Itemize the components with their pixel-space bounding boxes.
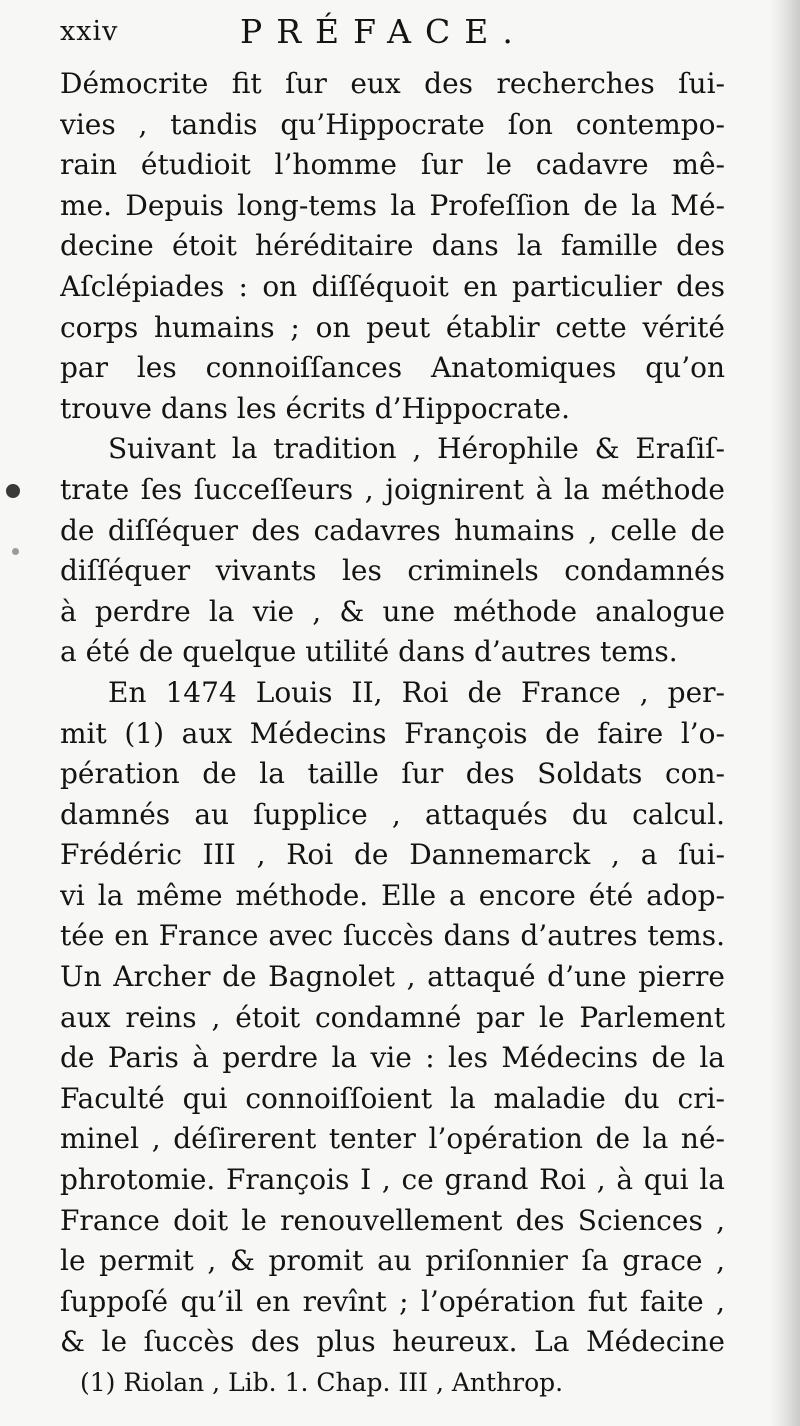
text-line: & le ſuccès des plus heureux. La Médecine [60,1325,725,1359]
text-line: phrotomie. François I , ce grand Roi , à qui la [60,1163,725,1197]
text-line: à perdre la vie , & une méthode analogue [60,594,725,628]
text-line: decine étoit héréditaire dans la famille des [60,229,725,263]
ink-speck [12,548,19,555]
paragraph-start-line: En 1474 Louis II, Roi de France , per- [108,675,725,709]
running-title: PRÉFACE. [240,12,527,51]
text-line: trate ſes ſucceſſeurs , joignirent à la méthode [60,472,725,506]
paragraph-start-line: Suivant la tradition , Hérophile & Eraſiſ- [108,432,725,466]
ink-speck [6,484,20,498]
text-line: mit (1) aux Médecins François de faire l’o- [60,716,725,750]
text-line: France doit le renouvellement des Sciences , [60,1203,725,1237]
text-line: Un Archer de Bagnolet , attaqué d’une pierre [60,960,725,994]
text-line: le permit , & promit au priſonnier ſa grace , [60,1244,725,1278]
page-number: xxiv [60,16,119,47]
text-line: trouve dans les écrits d’Hippocrate. [60,391,571,425]
page-gutter-shadow [770,0,800,1426]
text-line: de diſſéquer des cadavres humains , celle de [60,513,725,547]
text-line: Frédéric III , Roi de Dannemarck , a ſui- [60,838,725,872]
text-line: aux reins , étoit condamné par le Parlement [60,1000,725,1034]
text-line: ſuppoſé qu’il en revînt ; l’opération fut faite , [60,1284,725,1318]
text-line: damnés au ſupplice , attaqués du calcul. [60,797,725,831]
page-header [60,12,725,56]
text-line: Aſclépiades : on diſſéquoit en particulier des [60,269,725,303]
text-line: Démocrite fit ſur eux des recherches ſui- [60,67,725,100]
text-line: a été de quelque utilité dans d’autres tems. [60,635,678,669]
text-line: par les connoiſſances Anatomiques qu’on [60,351,725,385]
text-line: Faculté qui connoiſſoient la maladie du cri- [60,1081,725,1115]
text-line: me. Depuis long-tems la Profeſſion de la Mé- [60,188,725,222]
text-line: rain étudioit l’homme ſur le cadavre mê- [60,148,725,182]
text-line: diſſéquer vivants les criminels condamnés [60,554,725,588]
text-line: vies , tandis qu’Hippocrate ſon contempo- [60,107,725,141]
text-line: vi la même méthode. Elle a encore été adop- [60,878,725,912]
text-line: de Paris à perdre la vie : les Médecins de la [60,1041,725,1075]
body-text [60,64,725,1363]
footnote: (1) Riolan , Lib. 1. Chap. III , Anthrop. [80,1368,564,1397]
text-line: pération de la taille ſur des Soldats con- [60,757,725,791]
text-line: tée en France avec ſuccès dans d’autres tems. [60,919,725,953]
text-line: minel , déſirerent tenter l’opération de la né- [60,1122,725,1156]
text-line: corps humains ; on peut établir cette vérité [60,310,725,344]
